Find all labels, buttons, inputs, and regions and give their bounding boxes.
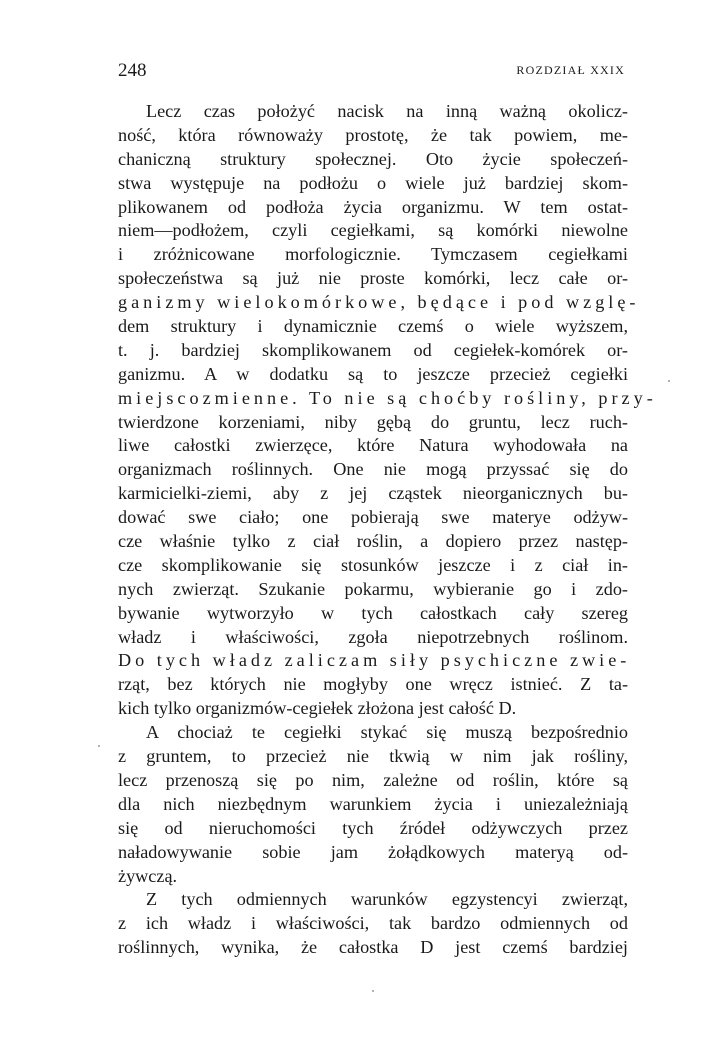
- scan-speck: [98, 745, 100, 747]
- text-line: chaniczną struktury społecznej. Oto życie społeczeń-: [118, 148, 628, 169]
- text-line: Z tych odmiennych warunków egzystencyi zwierząt,: [146, 889, 628, 910]
- text-line: z ich władz i właściwości, tak bardzo odmiennych od: [118, 913, 628, 934]
- chapter-title: ROZDZIAŁ XXIX: [516, 63, 625, 77]
- text-line: cze skomplikowanie się stosunków jeszcze i z ciał in-: [118, 554, 628, 575]
- text-line: ganizmu. A w dodatku są to jeszcze przecież cegiełki: [118, 363, 628, 384]
- text-line: Lecz czas położyć nacisk na inną ważną okolicz-: [146, 101, 628, 121]
- text-line: cze właśnie tylko z ciał roślin, a dopiero przez następ-: [118, 531, 628, 552]
- text-line: nych zwierząt. Szukanie pokarmu, wybieranie go i zdo-: [118, 578, 628, 599]
- text-line: A chociaż te cegiełki stykać się muszą bezpośrednio: [146, 722, 628, 743]
- text-line: stwa występuje na podłożu o wiele już bardziej skom-: [118, 172, 628, 193]
- text-line: ganizmy wielokomórkowe, będące i pod wzglę-: [118, 292, 640, 313]
- text-line: bywanie wytworzyło w tych całostkach cały szereg: [118, 602, 628, 623]
- text-line: rząt, bez których nie mogłyby one wręcz istnieć. Z ta-: [118, 674, 628, 695]
- text-line: ność, która równoważy prostotę, że tak powiem, me-: [118, 124, 628, 145]
- text-line: karmicielki-ziemi, aby z jej cząstek nieorganicznych bu-: [118, 483, 628, 504]
- text-line: lecz przenoszą się po nim, zależne od roślin, które są: [118, 769, 628, 790]
- text-line: Do tych władz zaliczam siły psychiczne zwie-: [118, 650, 631, 671]
- text-line: t. j. bardziej skomplikowanem od cegiełek-komórek or-: [118, 339, 628, 360]
- text-line: plikowanem od podłoża życia organizmu. W tem ostat-: [118, 196, 628, 217]
- text-line: organizmach roślinnych. One nie mogą przyssać się do: [118, 459, 628, 480]
- text-line: dem struktury i dynamicznie czemś o wiele wyższem,: [118, 316, 628, 337]
- text-line: żywczą.: [118, 865, 178, 886]
- text-line: z gruntem, to przecież nie tkwią w nim jak rośliny,: [118, 746, 628, 767]
- text-line: dla nich niezbędnym warunkiem życia i uniezależniają: [118, 793, 628, 814]
- running-head: [118, 60, 625, 84]
- text-line: roślinnych, wynika, że całostka D jest czemś bardziej: [118, 937, 628, 958]
- text-line: się od nieruchomości tych źródeł odżywczych przez: [118, 817, 628, 838]
- text-line: i zróżnicowane morfologicznie. Tymczasem cegiełkami: [118, 244, 628, 265]
- page-number: 248: [118, 60, 147, 81]
- body-text: [118, 100, 657, 960]
- text-line: władz i właściwości, zgoła niepotrzebnych roślinom.: [118, 626, 628, 647]
- scan-speck: [668, 380, 670, 382]
- text-line: miejscozmienne. To nie są choćby rośliny, przy-: [118, 387, 657, 408]
- text-line: twierdzone korzeniami, niby gębą do gruntu, lecz ruch-: [118, 411, 628, 432]
- text-line: kich tylko organizmów-cegiełek złożona jest całość D.: [118, 698, 517, 719]
- text-line: społeczeństwa są już nie proste komórki, lecz całe or-: [118, 268, 628, 289]
- text-line: dować swe ciało; one pobierają swe materye odżyw-: [118, 507, 628, 528]
- scan-speck: [372, 990, 374, 992]
- text-line: naładowywanie sobie jam żołądkowych materyą od-: [118, 841, 628, 862]
- text-line: niem—podłożem, czyli cegiełkami, są komórki niewolne: [118, 220, 628, 241]
- text-line: liwe całostki zwierzęce, które Natura wyhodowała na: [118, 435, 628, 456]
